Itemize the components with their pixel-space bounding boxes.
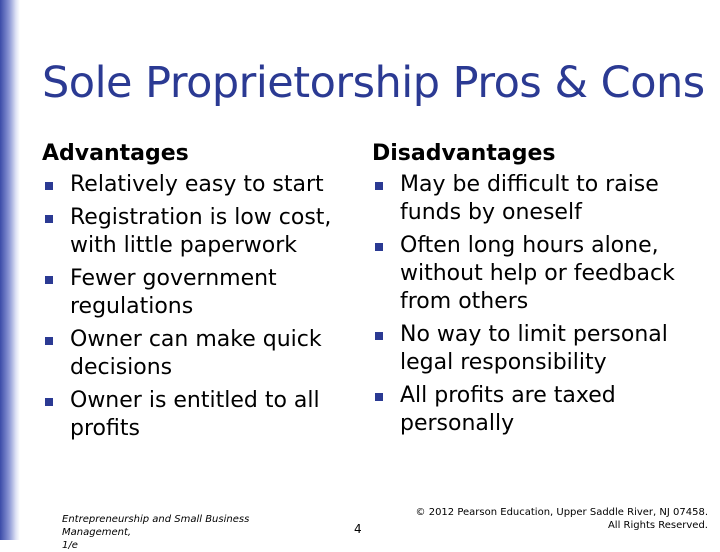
footer-citation-line1: Entrepreneurship and Small Business Management, <box>62 514 250 538</box>
square-bullet-icon <box>45 182 53 190</box>
list-item <box>372 232 682 316</box>
square-bullet-icon <box>45 215 53 223</box>
list-item <box>42 204 342 260</box>
disadvantages-heading: Disadvantages <box>372 141 556 166</box>
list-item <box>42 265 342 321</box>
side-gradient-bar <box>0 0 20 540</box>
square-bullet-icon <box>375 243 383 251</box>
square-bullet-icon <box>375 332 383 340</box>
list-item <box>372 321 682 377</box>
disadvantage-text: All profits are taxed personally <box>400 383 616 436</box>
square-bullet-icon <box>45 398 53 406</box>
advantage-text: Owner can make quick decisions <box>70 327 322 380</box>
advantage-text: Relatively easy to start <box>70 172 324 197</box>
advantage-text: Owner is entitled to all profits <box>70 388 320 441</box>
list-item <box>372 171 682 227</box>
square-bullet-icon <box>375 182 383 190</box>
footer-copyright <box>408 506 708 532</box>
advantages-column <box>42 140 342 448</box>
footer-citation <box>62 513 312 552</box>
copyright-line2: All Rights Reserved. <box>607 520 708 531</box>
advantage-text: Fewer government regulations <box>70 266 277 319</box>
list-item <box>42 326 342 382</box>
slide-title: Sole Proprietorship Pros & Cons <box>42 58 705 108</box>
page-number: 4 <box>354 522 362 536</box>
list-item <box>372 382 682 438</box>
disadvantages-column <box>372 140 682 443</box>
disadvantages-list <box>372 171 682 438</box>
advantages-heading: Advantages <box>42 141 189 166</box>
copyright-line1: © 2012 Pearson Education, Upper Saddle River, NJ 07458. <box>415 507 708 518</box>
advantages-list <box>42 171 342 443</box>
square-bullet-icon <box>45 276 53 284</box>
disadvantage-text: Often long hours alone, without help or feedback from others <box>400 233 675 314</box>
disadvantage-text: May be difficult to raise funds by oneself <box>400 172 659 225</box>
footer-citation-line2: 1/e <box>62 540 78 551</box>
list-item <box>42 387 342 443</box>
disadvantage-text: No way to limit personal legal responsibility <box>400 322 668 375</box>
square-bullet-icon <box>45 337 53 345</box>
square-bullet-icon <box>375 393 383 401</box>
advantage-text: Registration is low cost, with little paperwork <box>70 205 332 258</box>
list-item <box>42 171 342 199</box>
